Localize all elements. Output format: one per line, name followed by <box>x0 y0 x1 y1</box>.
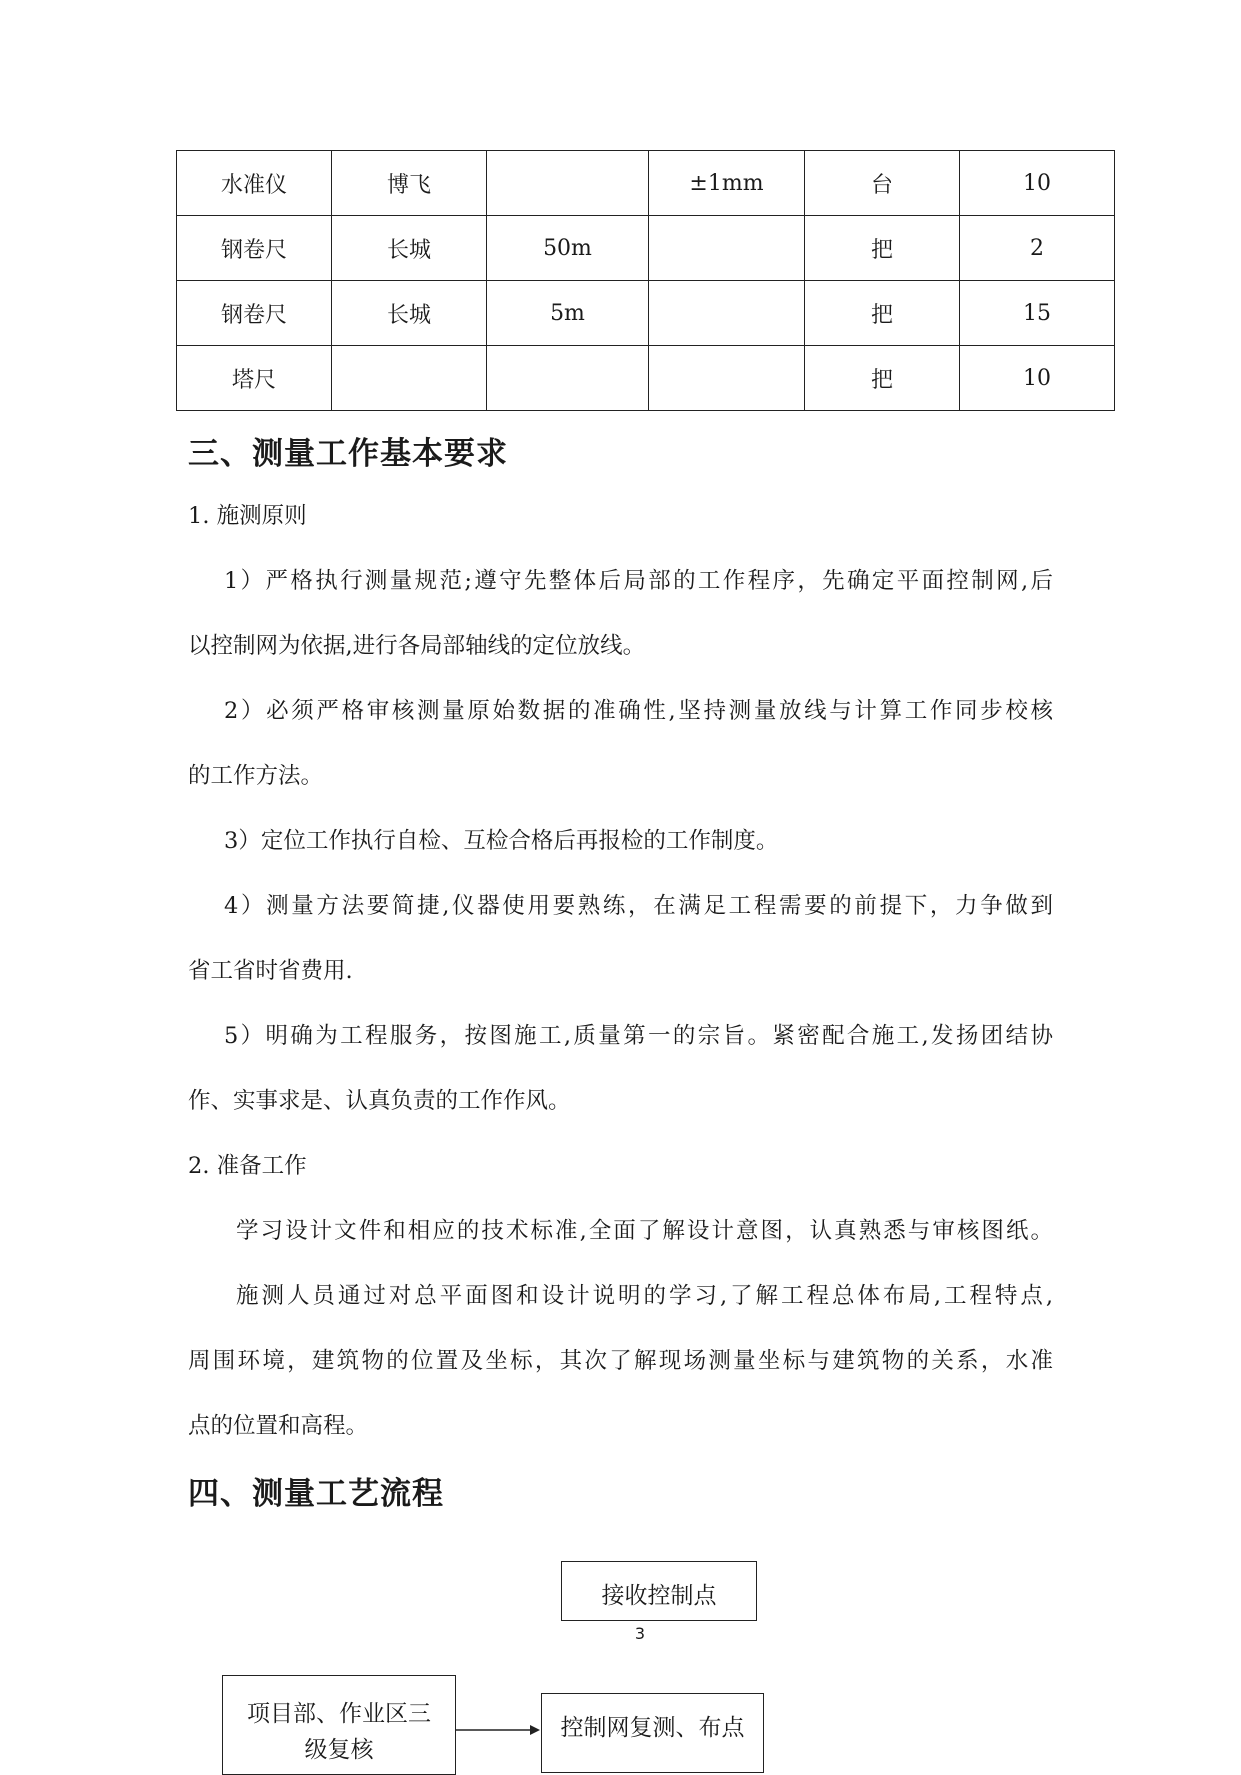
table-row <box>177 281 1115 346</box>
table-row <box>177 346 1115 411</box>
table-cell: 把 <box>805 216 960 281</box>
flow-box-line: 项目部、作业区三 <box>247 1701 431 1727</box>
flow-arrow <box>456 1720 542 1740</box>
table-cell: 台 <box>805 151 960 216</box>
paragraph-line: 施测人员通过对总平面图和设计说明的学习,了解工程总体布局,工程特点, <box>236 1283 1053 1309</box>
table-cell: 长城 <box>332 281 487 346</box>
paragraph-line: 点的位置和高程。 <box>188 1413 369 1439</box>
table-cell: 把 <box>805 281 960 346</box>
paragraph-line: 学习设计文件和相应的技术标准,全面了解设计意图，认真熟悉与审核图纸。 <box>236 1218 1053 1244</box>
table-cell <box>649 216 805 281</box>
paragraph-line: 以控制网为依据,进行各局部轴线的定位放线。 <box>188 633 646 659</box>
table-cell: 10 <box>960 151 1115 216</box>
subheading-principles: 1. 施测原则 <box>188 503 307 529</box>
section-3-heading: 三、测量工作基本要求 <box>188 436 508 472</box>
table-cell: 5m <box>487 281 649 346</box>
paragraph-line: 1）严格执行测量规范;遵守先整体后局部的工作程序，先确定平面控制网,后 <box>224 568 1053 594</box>
paragraph-line: 5）明确为工程服务，按图施工,质量第一的宗旨。紧密配合施工,发扬团结协 <box>224 1023 1053 1049</box>
flow-box-three-level-check <box>222 1675 456 1775</box>
flow-box-line: 级复核 <box>304 1737 374 1763</box>
subheading-preparation: 2. 准备工作 <box>188 1153 307 1179</box>
table-cell: 钢卷尺 <box>177 216 332 281</box>
table-cell: 2 <box>960 216 1115 281</box>
table-cell: 长城 <box>332 216 487 281</box>
equipment-table <box>176 150 1115 411</box>
table-cell: 把 <box>805 346 960 411</box>
table-cell: 博飞 <box>332 151 487 216</box>
paragraph-line: 作、实事求是、认真负责的工作作风。 <box>188 1088 571 1114</box>
table-cell <box>332 346 487 411</box>
paragraph-line: 周围环境，建筑物的位置及坐标，其次了解现场测量坐标与建筑物的关系，水准 <box>188 1348 1053 1374</box>
paragraph-line: 4）测量方法要简捷,仪器使用要熟练，在满足工程需要的前提下，力争做到 <box>224 893 1053 919</box>
flow-box-receive-control-points: 接收控制点 <box>561 1561 757 1621</box>
flow-box-control-network: 控制网复测、布点 <box>541 1693 764 1773</box>
table-cell <box>487 346 649 411</box>
table-row <box>177 216 1115 281</box>
table-cell: 10 <box>960 346 1115 411</box>
table-cell <box>487 151 649 216</box>
paragraph-line: 的工作方法。 <box>188 763 324 789</box>
table-cell: 15 <box>960 281 1115 346</box>
table-row <box>177 151 1115 216</box>
section-4-heading: 四、测量工艺流程 <box>188 1476 444 1512</box>
table-cell: 塔尺 <box>177 346 332 411</box>
table-cell: ±1mm <box>649 151 805 216</box>
page-number: 3 <box>634 1624 646 1643</box>
table-cell <box>649 346 805 411</box>
paragraph-line: 省工省时省费用. <box>188 958 353 984</box>
table-cell: 50m <box>487 216 649 281</box>
paragraph-line: 2）必须严格审核测量原始数据的准确性,坚持测量放线与计算工作同步校核 <box>224 698 1053 724</box>
table-cell <box>649 281 805 346</box>
table-cell: 水准仪 <box>177 151 332 216</box>
paragraph-line: 3）定位工作执行自检、互检合格后再报检的工作制度。 <box>224 828 779 854</box>
table-cell: 钢卷尺 <box>177 281 332 346</box>
